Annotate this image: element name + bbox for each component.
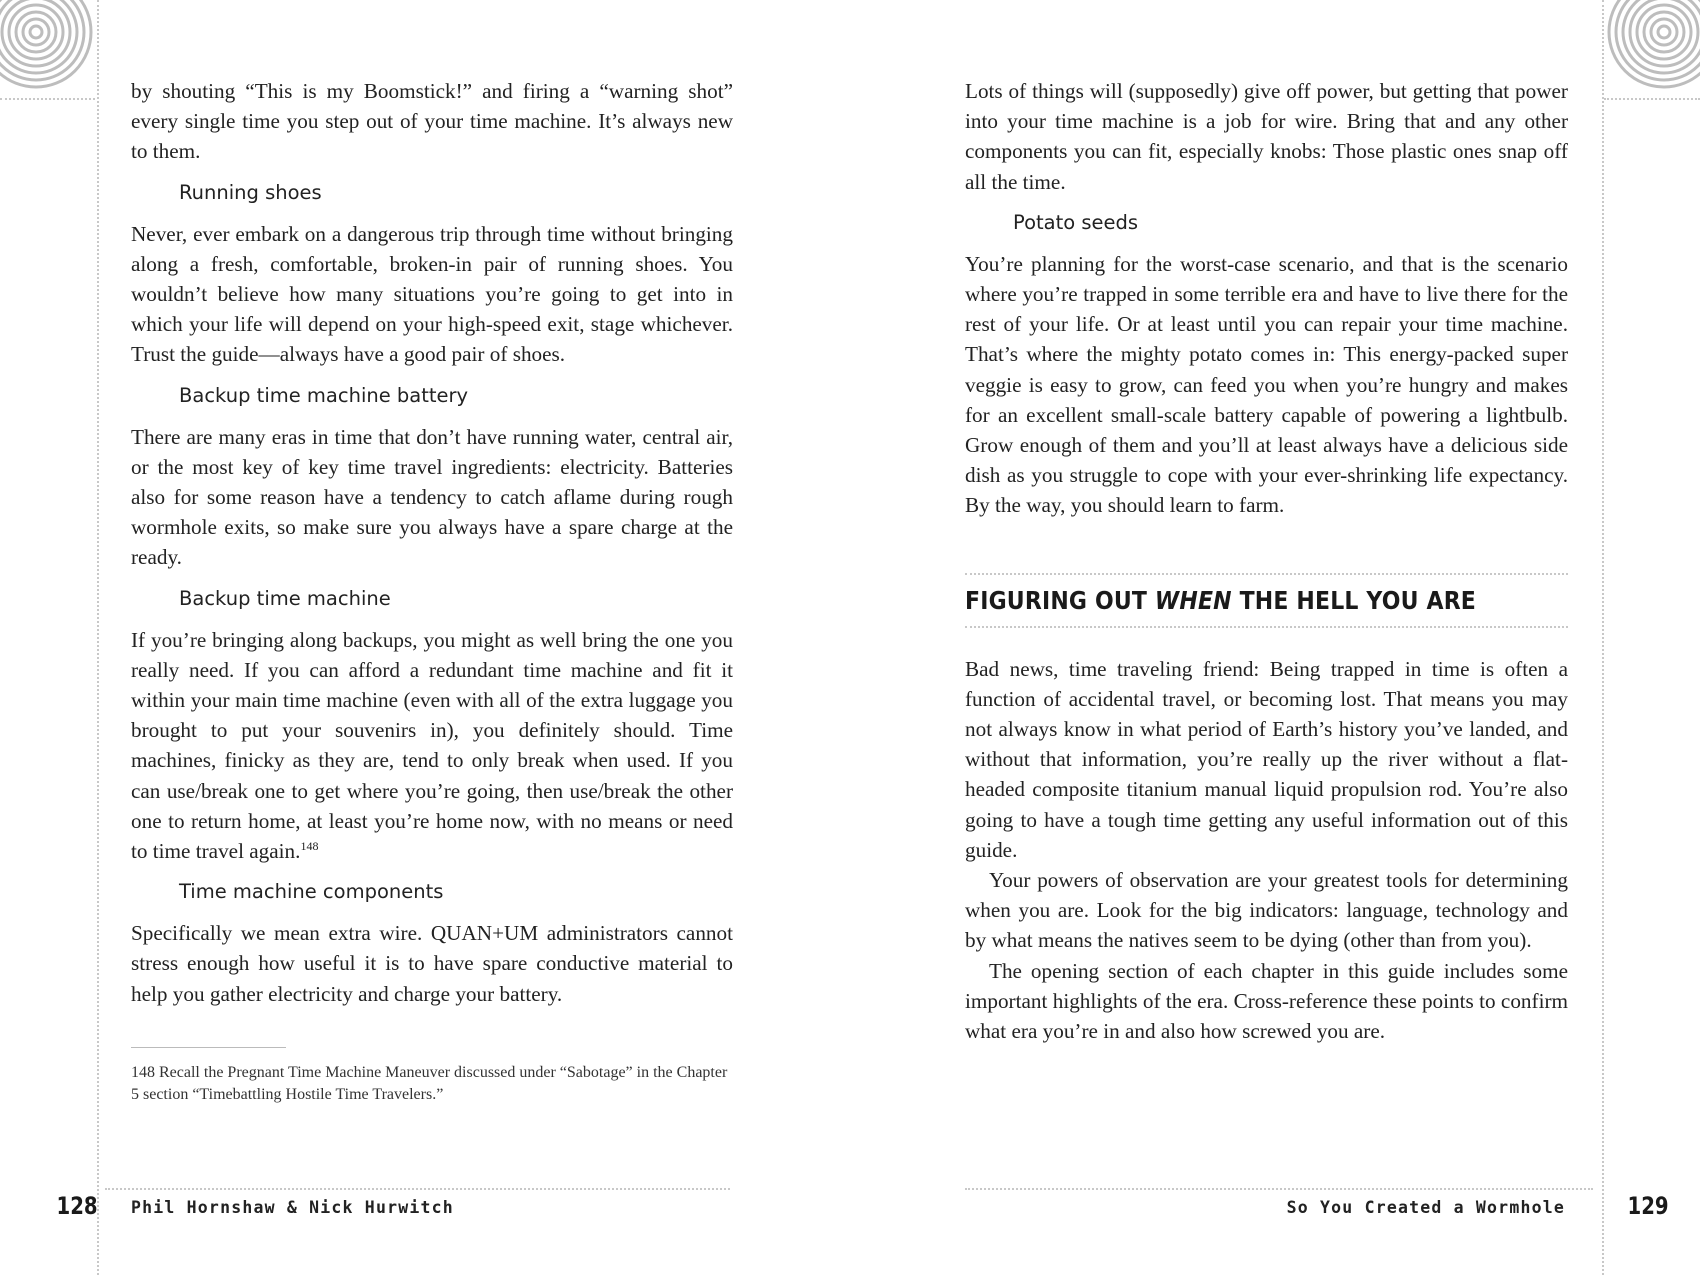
margin-guide: [97, 0, 99, 1275]
backup-battery-text: There are many eras in time that don’t have running water, central air, or the most key of key time travel ingredients: electricity. Batteries also for some reason have a tendency to catch aflame during rough wormhole exits, so make sure you always have a spare charge at the ready.: [131, 424, 733, 570]
right-page: [965, 76, 1568, 1046]
subhead-running-shoes: Running shoes: [179, 180, 322, 204]
footnote-rule: [131, 1047, 286, 1048]
page-number-right: 129: [1627, 1192, 1669, 1220]
footer-rule: [965, 1188, 1593, 1190]
backup-time-machine-text: If you’re bringing along backups, you might as well bring the one you really need. If you can afford a redundant time machine and fit it within your main time machine (even with all of the extra luggage you brought to put your souvenirs in), you definitely should. Time machines, finicky as they are, tend to only break when used. If you can use/break one to get where you’re going, then use/break the other one to return home, at least you’re home now, with no means or need to time travel again.: [131, 627, 733, 864]
running-head-right: So You Created a Wormhole: [1286, 1198, 1565, 1217]
footnote-reference[interactable]: 148: [300, 839, 319, 853]
margin-guide: [1602, 0, 1604, 1275]
potato-seeds-text: You’re planning for the worst-case scenario, and that is the scenario where you’re trapped in some terrible era and have to live there for the rest of your life. Or at least until you can repair your time machine. That’s where the mighty potato comes in: This energy-packed super veggie is easy to grow, can feed you when you’re hungry and makes for an excellent small-scale battery capable of powering a lightbulb. Grow enough of them and you’ll at least always have a delicious side dish as you struggle to cope with your ever-shrinking life expectancy. By the way, you should learn to farm.: [965, 251, 1568, 518]
subhead-backup-time-machine: Backup time machine: [179, 586, 391, 610]
page-number-left: 128: [56, 1192, 98, 1220]
subhead-backup-battery: Backup time machine battery: [179, 383, 469, 407]
when-paragraph-1: Bad news, time traveling friend: Being trapped in time is often a function of accidental travel, or becoming lost. That means you may not always know in what period of Earth’s history you’ve landed, and without that information, you’re really up the river without a flat-headed composite titanium manual liquid propulsion rod. You’re also going to have a tough time getting any useful information out of this guide.: [965, 656, 1568, 862]
subhead-potato-seeds: Potato seeds: [1013, 210, 1139, 234]
spiral-ornament-icon: [1600, 0, 1700, 100]
when-paragraph-2: Your powers of observation are your greatest tools for determining when you are. Look for the big indicators: language, technology and by what means the natives seem to be dying (other than from you).: [965, 868, 1568, 953]
running-head-left: Phil Hornshaw & Nick Hurwitch: [131, 1198, 454, 1217]
intro-paragraph: Lots of things will (supposedly) give off power, but getting that power into your time machine is a job for wire. Bring that and any other components you can fit, especially knobs: Those plastic ones snap off all the time.: [965, 79, 1568, 194]
section-rule-bottom: [965, 626, 1568, 628]
left-page: [131, 76, 733, 1106]
section-heading-part: FIGURING OUT: [965, 585, 1155, 615]
running-shoes-text: Never, ever embark on a dangerous trip through time without bringing along a fresh, comfortable, broken-in pair of running shoes. You wouldn’t believe how many situations you’re going to get into in which your life will depend on your high-speed exit, stage whichever. Trust the guide—always have a good pair of shoes.: [131, 221, 733, 367]
backup-time-machine-paragraph: [131, 625, 733, 867]
spiral-ornament-icon: [0, 0, 100, 100]
subhead-components: Time machine components: [179, 880, 444, 904]
intro-paragraph: by shouting “This is my Boomstick!” and firing a “warning shot” every single time you step out of your time machine. It’s always new to them.: [131, 79, 733, 164]
components-text: Specifically we mean extra wire. QUAN+UM administrators cannot stress enough how useful it is to have spare conductive material to help you gather electricity and charge your battery.: [131, 921, 733, 1006]
footer-rule: [105, 1188, 730, 1190]
when-paragraph-3: The opening section of each chapter in this guide includes some important highlights of the era. Cross-reference these points to confirm what era you’re in and also how screwed you are.: [965, 958, 1568, 1044]
section-heading: [965, 585, 1496, 617]
corner-guide: [0, 98, 95, 100]
footnote: 148 Recall the Pregnant Time Machine Maneuver discussed under “Sabotage” in the Chapter 5 section “Timebattling Hostile Time Travelers.”: [131, 1063, 728, 1103]
section-rule-top: [965, 573, 1568, 575]
corner-guide: [1604, 98, 1700, 100]
section-heading-emphasis: WHEN: [1154, 585, 1232, 615]
section-heading-part: THE HELL YOU ARE: [1231, 585, 1477, 615]
